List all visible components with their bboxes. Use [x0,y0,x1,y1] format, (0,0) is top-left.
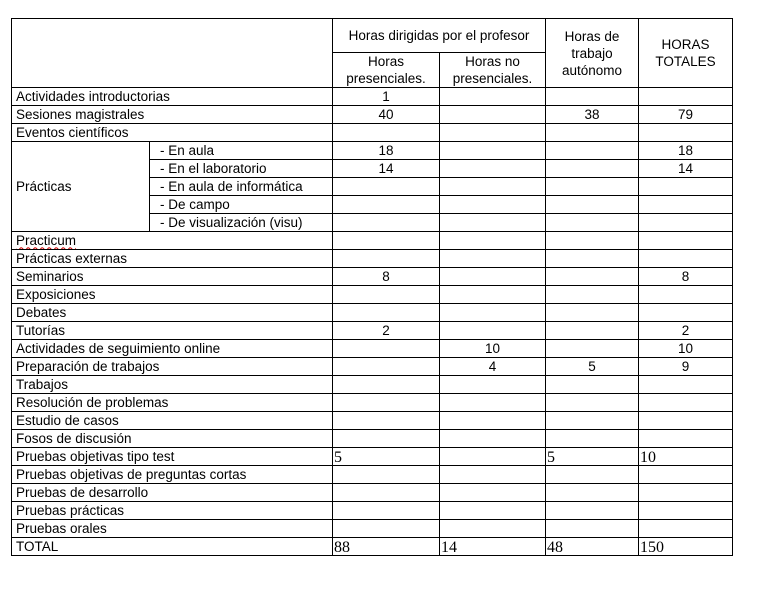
total-total: 150 [639,538,733,556]
cell-total: 8 [639,268,733,286]
hours-distribution-table [11,18,733,556]
practicas-sub-label: - En el laboratorio [150,160,333,178]
practicas-sub-label: - En aula de informática [150,178,333,196]
table-row [12,304,733,322]
cell-no-presencial [440,106,546,124]
header-presencial: Horas presenciales. [333,53,440,88]
cell-presencial [333,286,440,304]
cell-presencial [333,250,440,268]
table-row [12,142,733,160]
cell-total [639,430,733,448]
cell-total [639,484,733,502]
row-label: Pruebas prácticas [12,502,333,520]
cell-autonomo [546,502,639,520]
cell-no-presencial [440,178,546,196]
total-no-presencial: 14 [440,538,546,556]
cell-autonomo [546,304,639,322]
table-row [12,124,733,142]
cell-presencial [333,214,440,232]
row-label: Fosos de discusión [12,430,333,448]
cell-total [639,214,733,232]
cell-no-presencial [440,124,546,142]
cell-total [639,178,733,196]
total-presencial: 88 [333,538,440,556]
row-label [12,232,333,250]
table-row [12,88,733,106]
table-row [12,394,733,412]
cell-no-presencial [440,466,546,484]
table-row [12,358,733,376]
table-row [12,448,733,466]
row-label: Estudio de casos [12,412,333,430]
cell-presencial: 18 [333,142,440,160]
row-label: Exposiciones [12,286,333,304]
cell-autonomo [546,484,639,502]
cell-no-presencial [440,286,546,304]
cell-total [639,412,733,430]
cell-autonomo [546,340,639,358]
cell-presencial [333,412,440,430]
cell-total: 79 [639,106,733,124]
header-total-hours: HORAS TOTALES [639,19,733,88]
row-label: Prácticas externas [12,250,333,268]
cell-autonomo [546,160,639,178]
cell-autonomo [546,376,639,394]
cell-no-presencial [440,250,546,268]
cell-presencial: 40 [333,106,440,124]
cell-autonomo: 38 [546,106,639,124]
cell-no-presencial [440,412,546,430]
row-label: Actividades introductorias [12,88,333,106]
cell-presencial [333,178,440,196]
cell-total [639,250,733,268]
cell-autonomo: 5 [546,358,639,376]
table-row [12,232,733,250]
row-label: Actividades de seguimiento online [12,340,333,358]
header-autonomous-hours: Horas de trabajo autónomo [546,19,639,88]
cell-presencial [333,466,440,484]
cell-total [639,88,733,106]
table-row [12,286,733,304]
cell-autonomo [546,268,639,286]
cell-no-presencial [440,520,546,538]
cell-autonomo [546,286,639,304]
cell-total: 2 [639,322,733,340]
practicum-label: Practicum [16,232,77,248]
cell-presencial: 8 [333,268,440,286]
row-label: Debates [12,304,333,322]
cell-no-presencial: 10 [440,340,546,358]
cell-no-presencial [440,268,546,286]
header-empty-cell [12,19,333,88]
row-label: Sesiones magistrales [12,106,333,124]
cell-presencial [333,340,440,358]
cell-total: 10 [639,340,733,358]
table-row [12,430,733,448]
row-label: Seminarios [12,268,333,286]
total-label: TOTAL [12,538,333,556]
cell-autonomo [546,430,639,448]
cell-total [639,466,733,484]
cell-autonomo [546,142,639,160]
cell-presencial: 1 [333,88,440,106]
cell-total: 9 [639,358,733,376]
cell-total [639,376,733,394]
cell-no-presencial: 4 [440,358,546,376]
cell-autonomo [546,214,639,232]
table-row [12,376,733,394]
cell-no-presencial [440,502,546,520]
table-row [12,340,733,358]
cell-total [639,196,733,214]
cell-no-presencial [440,322,546,340]
cell-presencial [333,124,440,142]
table-row [12,106,733,124]
cell-no-presencial [440,430,546,448]
cell-autonomo [546,232,639,250]
cell-autonomo [546,88,639,106]
cell-presencial [333,376,440,394]
cell-presencial [333,430,440,448]
cell-autonomo [546,196,639,214]
total-autonomo: 48 [546,538,639,556]
row-label: Pruebas objetivas de preguntas cortas [12,466,333,484]
practicas-sub-label: - De campo [150,196,333,214]
cell-total: 14 [639,160,733,178]
cell-presencial: 5 [333,448,440,466]
table-row [12,250,733,268]
cell-presencial [333,484,440,502]
cell-presencial [333,520,440,538]
table-row [12,268,733,286]
row-label: Resolución de problemas [12,394,333,412]
row-label: Eventos científicos [12,124,333,142]
cell-total [639,286,733,304]
cell-presencial [333,196,440,214]
row-label: Trabajos [12,376,333,394]
cell-presencial [333,502,440,520]
cell-total: 18 [639,142,733,160]
cell-no-presencial [440,232,546,250]
cell-no-presencial [440,484,546,502]
table-row [12,322,733,340]
cell-no-presencial [440,394,546,412]
practicas-sub-label: - De visualización (visu) [150,214,333,232]
cell-no-presencial [440,214,546,232]
cell-total [639,304,733,322]
header-directed-hours: Horas dirigidas por el profesor [333,19,546,53]
cell-no-presencial [440,376,546,394]
cell-no-presencial [440,304,546,322]
practicas-label: Prácticas [12,142,150,232]
cell-autonomo [546,412,639,430]
cell-no-presencial [440,142,546,160]
cell-no-presencial [440,160,546,178]
cell-presencial: 2 [333,322,440,340]
table-row [12,466,733,484]
header-row-1 [12,19,733,53]
cell-presencial [333,232,440,250]
cell-total: 10 [639,448,733,466]
cell-total [639,124,733,142]
row-label: Pruebas de desarrollo [12,484,333,502]
cell-autonomo [546,250,639,268]
cell-presencial [333,394,440,412]
table-row [12,502,733,520]
header-no-presencial: Horas no presenciales. [440,53,546,88]
cell-no-presencial [440,448,546,466]
cell-total [639,520,733,538]
cell-presencial: 14 [333,160,440,178]
row-label: Preparación de trabajos [12,358,333,376]
total-row [12,538,733,556]
cell-autonomo [546,322,639,340]
table-row [12,484,733,502]
cell-presencial [333,304,440,322]
practicas-sub-label: - En aula [150,142,333,160]
cell-autonomo: 5 [546,448,639,466]
cell-autonomo [546,466,639,484]
row-label: Tutorías [12,322,333,340]
cell-presencial [333,358,440,376]
cell-autonomo [546,520,639,538]
cell-total [639,394,733,412]
cell-autonomo [546,124,639,142]
cell-total [639,232,733,250]
cell-no-presencial [440,88,546,106]
table-row [12,520,733,538]
cell-total [639,502,733,520]
cell-autonomo [546,394,639,412]
table-row [12,412,733,430]
cell-no-presencial [440,196,546,214]
cell-autonomo [546,178,639,196]
row-label: Pruebas objetivas tipo test [12,448,333,466]
row-label: Pruebas orales [12,520,333,538]
